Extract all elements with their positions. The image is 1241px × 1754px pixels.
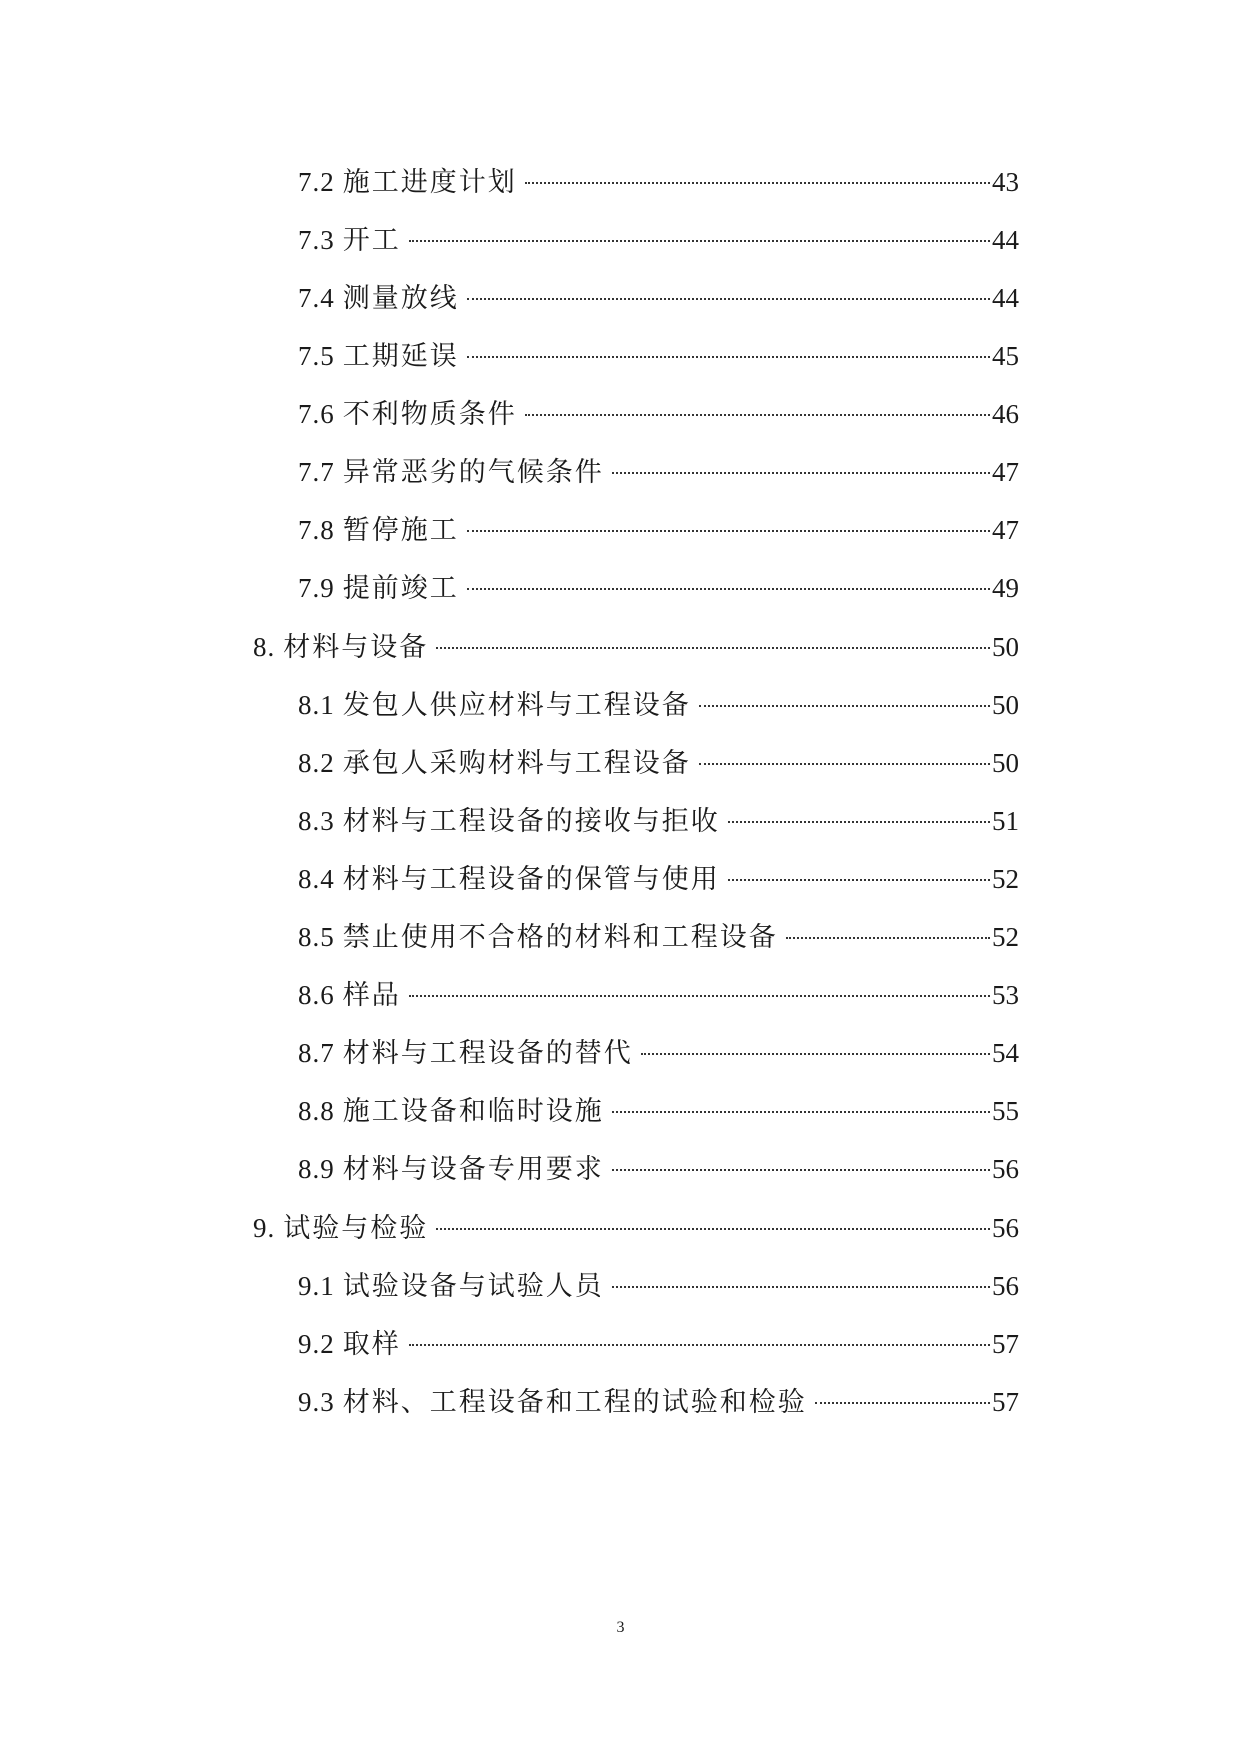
dot-leader bbox=[641, 1053, 990, 1055]
toc-entry-title: 取样 bbox=[342, 1329, 401, 1359]
toc-entry-page: 55 bbox=[992, 1096, 1019, 1126]
toc-entry bbox=[298, 220, 1019, 260]
dot-leader bbox=[786, 937, 990, 939]
toc-entry bbox=[298, 1033, 1019, 1073]
dot-leader bbox=[525, 182, 990, 184]
toc-entry-page: 51 bbox=[992, 806, 1019, 836]
toc-entry-page: 47 bbox=[992, 515, 1019, 545]
dot-leader bbox=[467, 588, 990, 590]
dot-leader bbox=[612, 472, 990, 474]
toc-entry-title: 施工进度计划 bbox=[342, 167, 517, 197]
toc-entry bbox=[298, 917, 1019, 957]
toc-entry-number: 7.7 bbox=[298, 457, 335, 487]
page-number: 3 bbox=[616, 1619, 625, 1636]
dot-leader bbox=[728, 879, 990, 881]
toc-entry bbox=[298, 859, 1019, 899]
toc-entry-chapter bbox=[253, 1208, 1019, 1248]
toc-entry bbox=[298, 278, 1019, 318]
toc-entry-title: 异常恶劣的气候条件 bbox=[342, 457, 604, 487]
toc-entry-page: 45 bbox=[992, 341, 1019, 371]
dot-leader bbox=[409, 995, 990, 997]
toc-entry-title: 暂停施工 bbox=[342, 515, 459, 545]
toc-entry-number: 8. bbox=[253, 632, 276, 662]
toc-entry-number: 9. bbox=[253, 1213, 276, 1243]
toc-entry-number: 9.1 bbox=[298, 1271, 335, 1301]
toc-entry-number: 8.8 bbox=[298, 1096, 335, 1126]
toc-entry-number: 9.3 bbox=[298, 1387, 335, 1417]
toc-entry-title: 开工 bbox=[342, 225, 401, 255]
toc-entry-page: 43 bbox=[992, 167, 1019, 197]
toc-entry-title: 施工设备和临时设施 bbox=[342, 1096, 604, 1126]
dot-leader bbox=[612, 1169, 990, 1171]
toc-entry-title: 材料与工程设备的保管与使用 bbox=[342, 864, 720, 894]
toc-entry-page: 50 bbox=[992, 690, 1019, 720]
toc-entry-number: 8.1 bbox=[298, 690, 335, 720]
toc-entry-number: 9.2 bbox=[298, 1329, 335, 1359]
dot-leader bbox=[612, 1286, 990, 1288]
toc-entry-title: 材料与工程设备的替代 bbox=[342, 1038, 633, 1068]
dot-leader bbox=[436, 1228, 990, 1230]
toc-entry-page: 54 bbox=[992, 1038, 1019, 1068]
dot-leader bbox=[467, 530, 990, 532]
toc-entry-page: 50 bbox=[992, 748, 1019, 778]
toc-entry-title: 材料与设备 bbox=[283, 632, 429, 662]
toc-entry-page: 52 bbox=[992, 864, 1019, 894]
toc-entry bbox=[298, 394, 1019, 434]
toc-entry-number: 7.3 bbox=[298, 225, 335, 255]
toc-entry-title: 样品 bbox=[342, 980, 401, 1010]
toc-entry-title: 禁止使用不合格的材料和工程设备 bbox=[342, 922, 778, 952]
toc-entry bbox=[298, 162, 1019, 202]
toc-entry-number: 8.5 bbox=[298, 922, 335, 952]
toc-entry-title: 提前竣工 bbox=[342, 573, 459, 603]
toc-entry-number: 8.7 bbox=[298, 1038, 335, 1068]
toc-entry bbox=[298, 743, 1019, 783]
toc-entry bbox=[298, 975, 1019, 1015]
toc-entry-number: 7.2 bbox=[298, 167, 335, 197]
toc-entry-page: 56 bbox=[992, 1271, 1019, 1301]
toc-entry-page: 47 bbox=[992, 457, 1019, 487]
toc-entry-number: 7.9 bbox=[298, 573, 335, 603]
toc-entry-title: 材料与设备专用要求 bbox=[342, 1154, 604, 1184]
toc-entry-number: 8.4 bbox=[298, 864, 335, 894]
toc-entry-page: 49 bbox=[992, 573, 1019, 603]
dot-leader bbox=[815, 1402, 990, 1404]
toc-entry-page: 46 bbox=[992, 399, 1019, 429]
dot-leader bbox=[525, 414, 990, 416]
toc-entry bbox=[298, 1324, 1019, 1364]
toc-entry bbox=[298, 568, 1019, 608]
toc-entry-number: 8.9 bbox=[298, 1154, 335, 1184]
toc-entry-page: 52 bbox=[992, 922, 1019, 952]
toc-entry bbox=[298, 1382, 1019, 1422]
toc-entry-number: 7.5 bbox=[298, 341, 335, 371]
toc-entry-title: 试验与检验 bbox=[283, 1213, 429, 1243]
toc-entry-page: 57 bbox=[992, 1329, 1019, 1359]
toc-entry bbox=[298, 801, 1019, 841]
dot-leader bbox=[467, 356, 990, 358]
toc-entry-title: 不利物质条件 bbox=[342, 399, 517, 429]
dot-leader bbox=[699, 705, 990, 707]
toc-entry-title: 测量放线 bbox=[342, 283, 459, 313]
dot-leader bbox=[409, 1344, 990, 1346]
toc-entry-title: 材料与工程设备的接收与拒收 bbox=[342, 806, 720, 836]
toc-entry-page: 56 bbox=[992, 1154, 1019, 1184]
toc-entry-chapter bbox=[253, 627, 1019, 667]
toc-entry-number: 8.6 bbox=[298, 980, 335, 1010]
dot-leader bbox=[699, 763, 990, 765]
toc-entry-title: 试验设备与试验人员 bbox=[342, 1271, 604, 1301]
toc-entry-number: 7.4 bbox=[298, 283, 335, 313]
toc-entry-number: 7.8 bbox=[298, 515, 335, 545]
toc-entry bbox=[298, 510, 1019, 550]
toc-entry-number: 8.2 bbox=[298, 748, 335, 778]
toc-entry-title: 承包人采购材料与工程设备 bbox=[342, 748, 691, 778]
toc-entry-number: 8.3 bbox=[298, 806, 335, 836]
toc-entry-page: 53 bbox=[992, 980, 1019, 1010]
toc-entry-page: 57 bbox=[992, 1387, 1019, 1417]
dot-leader bbox=[436, 647, 990, 649]
dot-leader bbox=[467, 298, 990, 300]
toc-entry-title: 工期延误 bbox=[342, 341, 459, 371]
toc-entry bbox=[298, 452, 1019, 492]
toc-entry bbox=[298, 1266, 1019, 1306]
toc-entry-page: 50 bbox=[992, 632, 1019, 662]
toc-entry-number: 7.6 bbox=[298, 399, 335, 429]
toc-entry bbox=[298, 336, 1019, 376]
dot-leader bbox=[728, 821, 990, 823]
toc-entry-page: 44 bbox=[992, 225, 1019, 255]
toc-entry-title: 材料、工程设备和工程的试验和检验 bbox=[342, 1387, 807, 1417]
toc-entry bbox=[298, 1091, 1019, 1131]
toc-entry bbox=[298, 1149, 1019, 1189]
dot-leader bbox=[409, 240, 990, 242]
toc-entry-page: 44 bbox=[992, 283, 1019, 313]
dot-leader bbox=[612, 1111, 990, 1113]
toc-entry-title: 发包人供应材料与工程设备 bbox=[342, 690, 691, 720]
toc-entry-page: 56 bbox=[992, 1213, 1019, 1243]
toc-entry bbox=[298, 685, 1019, 725]
